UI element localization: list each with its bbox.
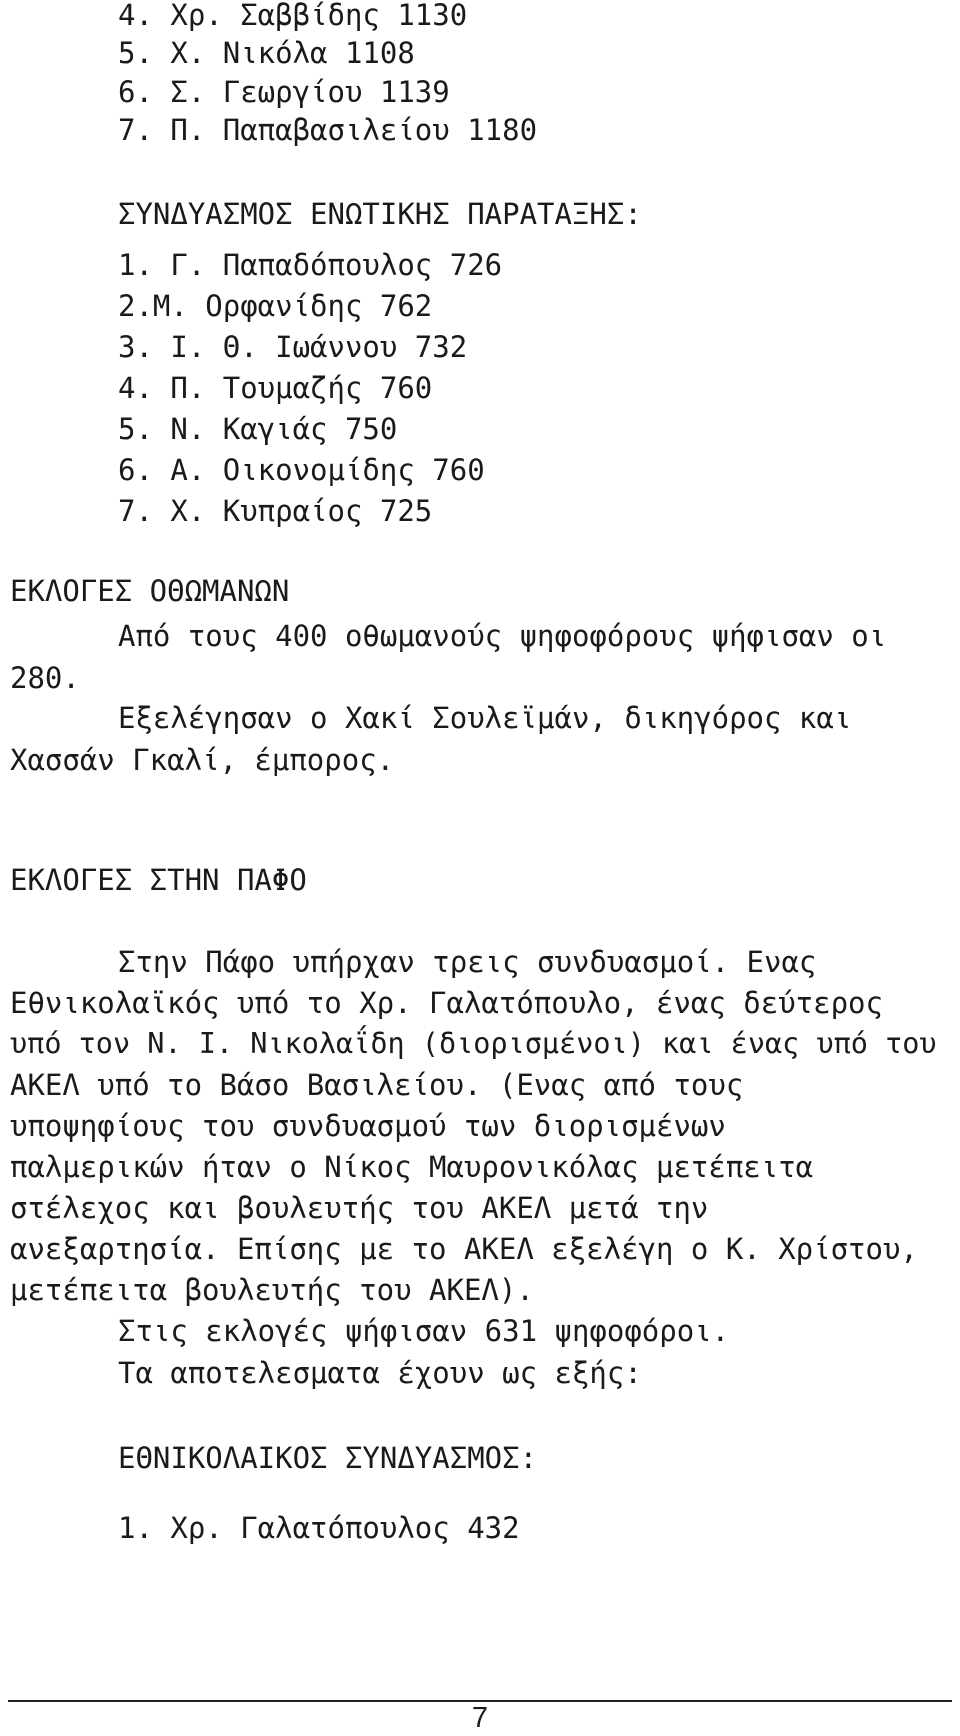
- list-item: 6. Α. Οικονομίδης 760: [118, 453, 485, 487]
- paragraph-line: Εθνικολαϊκός υπό το Χρ. Γαλατόπουλο, ένας δεύτερος: [10, 986, 883, 1020]
- paragraph-line: Χασσάν Γκαλί, έμπορος.: [10, 743, 395, 777]
- paragraph-line: ανεξαρτησία. Επίσης με το ΑΚΕΛ εξελέγη ο Κ. Χρίστου,: [10, 1232, 918, 1266]
- paragraph-line: υποψηφίους του συνδυασμού των διορισμένων: [10, 1109, 726, 1143]
- paragraph-line: υπό τον Ν. Ι. Νικολαΐδη (διορισμένοι) και ένας υπό του: [10, 1027, 937, 1060]
- section-heading-ottoman: ΕΚΛΟΓΕΣ ΟΘΩΜΑΝΩΝ: [10, 574, 290, 608]
- section-heading-enotiki: ΣΥΝΔΥΑΣΜΟΣ ΕΝΩΤΙΚΗΣ ΠΑΡΑΤΑΞΗΣ:: [118, 197, 642, 231]
- paragraph-line: στέλεχος και βουλευτής του ΑΚΕΛ μετά την: [10, 1191, 709, 1225]
- paragraph-line: μετέπειτα βουλευτής του ΑΚΕΛ).: [10, 1273, 534, 1307]
- list-item: 5. Χ. Νικόλα 1108: [118, 36, 415, 70]
- voters-line: Στις εκλογές ψήφισαν 631 ψηφοφόροι.: [118, 1314, 730, 1348]
- list-item: 7. Π. Παπαβασιλείου 1180: [118, 113, 538, 147]
- list-item: 2.Μ. Ορφανίδης 762: [118, 289, 433, 323]
- section-heading-pafos: ΕΚΛΟΓΕΣ ΣΤΗΝ ΠΑΦΟ: [10, 863, 307, 897]
- list-item: 1. Γ. Παπαδόπουλος 726: [118, 248, 503, 282]
- list-item: 3. Ι. Θ. Ιωάννου 732: [118, 330, 468, 364]
- paragraph-line: Από τους 400 οθωμανούς ψηφοφόρους ψήφισαν οι: [118, 619, 887, 653]
- list-item: 4. Χρ. Σαββίδης 1130: [118, 0, 468, 32]
- list-item: 4. Π. Τουμαζής 760: [118, 371, 433, 405]
- list-item: 1. Χρ. Γαλατόπουλος 432: [118, 1511, 520, 1545]
- paragraph-line: ΑΚΕΛ υπό το Βάσο Βασιλείου. (Ενας από τους: [10, 1068, 744, 1102]
- list-item: 7. Χ. Κυπραίος 725: [118, 494, 433, 528]
- list-item: 6. Σ. Γεωργίου 1139: [118, 75, 450, 109]
- section-heading-ethniko: ΕΘΝΙΚΟΛΑΙΚΟΣ ΣΥΝΔΥΑΣΜΟΣ:: [118, 1441, 538, 1475]
- paragraph-line: Εξελέγησαν ο Χακί Σουλεϊμάν, δικηγόρος και: [118, 701, 852, 735]
- page-number: 7: [471, 1702, 489, 1734]
- paragraph-line: Στην Πάφο υπήρχαν τρεις συνδυασμοί. Ενας: [118, 945, 817, 979]
- paragraph-line: παλμερικών ήταν ο Νίκος Μαυρονικόλας μετέπειτα: [10, 1150, 814, 1184]
- results-intro: Τα αποτελεσματα έχουν ως εξής:: [118, 1356, 642, 1390]
- paragraph-line: 280.: [10, 661, 80, 695]
- list-item: 5. Ν. Καγιάς 750: [118, 412, 398, 446]
